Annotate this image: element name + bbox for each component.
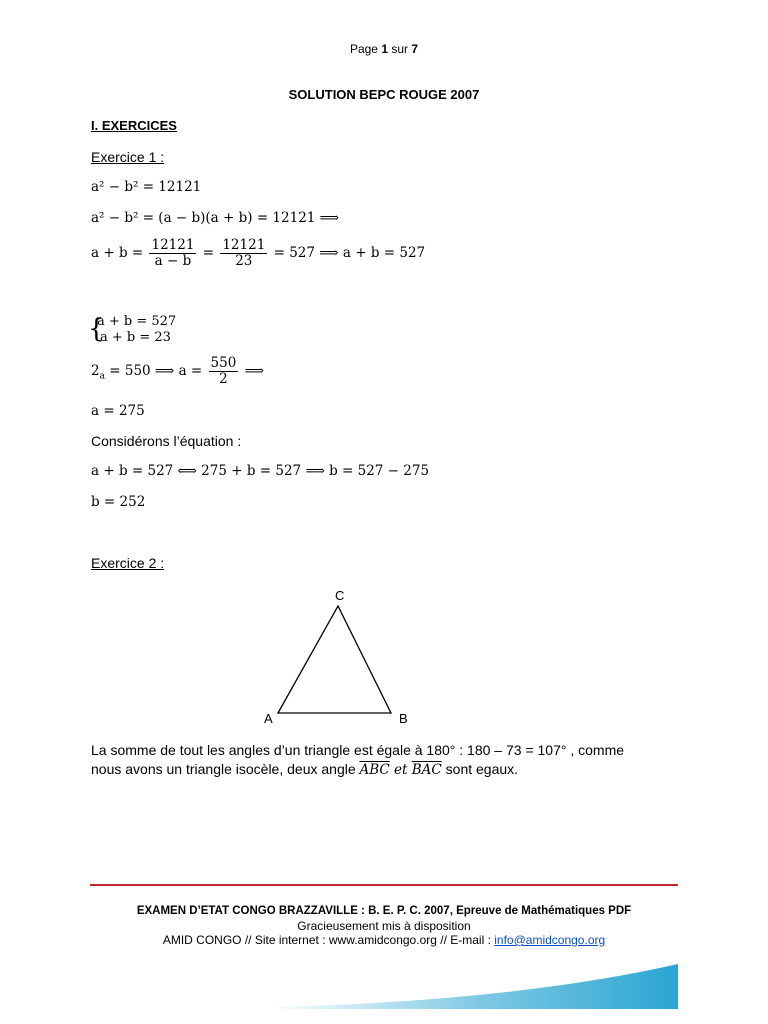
fraction-3-denominator: 2 <box>219 371 228 387</box>
angle-bac: $\overline{BAC}$ <box>411 762 442 778</box>
fraction-1-numerator: 12121 <box>151 237 195 253</box>
section-heading: I. EXERCICES <box>91 118 177 133</box>
fraction-1-denominator: a − b <box>154 253 192 269</box>
fraction-2 <box>220 238 267 269</box>
eq4-base: 2 <box>91 363 100 379</box>
fraction-1 <box>149 238 196 269</box>
system-line-1: a + b = 527 <box>97 314 177 329</box>
equation-6: a + b = 527 ⟺ 275 + b = 527 ⟹ b = 527 − 275 <box>91 463 430 479</box>
paragraph-line-2-end: sont egaux. <box>441 761 519 777</box>
angle-abc: $\overline{ABC}$ <box>359 762 390 778</box>
equation-2: a² − b² = (a − b)(a + b) = 12121 ⟹ <box>91 210 340 226</box>
triangle-figure <box>255 584 425 729</box>
eq3-rhs: = 527 ⟹ a + b = 527 <box>273 245 426 261</box>
eq3-equals: = <box>202 245 215 261</box>
system-brace: { <box>88 314 105 344</box>
document-title: SOLUTION BEPC ROUGE 2007 <box>288 87 480 102</box>
page-number: 1 <box>381 42 388 56</box>
vertex-label-c: C <box>335 588 345 603</box>
paragraph-line-1: La somme de tout les angles d’un triangle est égale à 180° : 180 – 73 = 107° , comme <box>91 742 625 758</box>
vertex-label-b: B <box>399 711 408 726</box>
fraction-3-numerator: 550 <box>210 355 237 371</box>
fraction-2-denominator: 23 <box>235 253 253 269</box>
vertex-label-a: A <box>264 711 273 726</box>
page-sep: sur <box>388 42 412 56</box>
footer-rule <box>90 884 678 886</box>
consider-text: Considérons l’équation : <box>91 433 242 449</box>
exercise1-label: Exercice 1 : <box>91 149 165 165</box>
eq4-mid: = 550 ⟹ a = <box>104 363 203 379</box>
page-total: 7 <box>411 42 419 56</box>
footer-site-text: AMID CONGO // Site internet : www.amidcongo.org // E-mail : <box>162 933 495 947</box>
paragraph-line-2 <box>91 760 691 780</box>
fraction-2-numerator: 12121 <box>222 237 266 253</box>
eq4-subscript: a <box>99 371 105 382</box>
eq3-lhs: a + b = <box>91 245 144 261</box>
footer-wave-decoration <box>0 955 768 1024</box>
angle-conjunction: et <box>389 762 412 778</box>
exercise2-paragraph <box>91 741 691 780</box>
email-link[interactable]: info@amidcongo.org <box>494 933 606 947</box>
equation-7: b = 252 <box>91 494 146 510</box>
equation-4 <box>91 356 264 387</box>
triangle-shape <box>278 606 391 713</box>
page-header <box>0 42 768 56</box>
fraction-3 <box>209 356 239 387</box>
equation-5: a = 275 <box>91 403 145 419</box>
equation-3 <box>91 238 425 269</box>
eq4-rhs: ⟹ <box>244 363 264 379</box>
paragraph-line-2-start: nous avons un triangle isocèle, deux angle <box>91 761 360 777</box>
footer-line-3 <box>0 933 768 947</box>
footer-line-2: Gracieusement mis à disposition <box>297 919 471 933</box>
page-prefix: Page <box>349 42 382 56</box>
system-line-2: a + b = 23 <box>100 330 171 345</box>
exercise2-label: Exercice 2 : <box>91 555 165 571</box>
equation-1: a² − b² = 12121 <box>91 179 202 195</box>
footer-line-1: EXAMEN D’ETAT CONGO BRAZZAVILLE : B. E. P. C. 2007, Epreuve de Mathématiques PDF <box>136 905 632 917</box>
